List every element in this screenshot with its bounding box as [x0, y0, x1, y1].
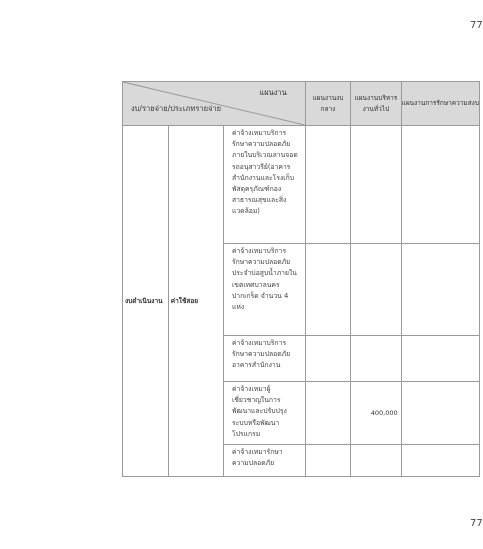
header-plan-label: แผนงาน [259, 88, 287, 97]
item-cell: ค่าจ้างเหมาบริการรักษาความปลอดภัยภายในบริเวณลานจอดรถอนุสาวรีย์(อาคารสำนักงานและโรงเก็บพัสดุครุภัณฑ์กองสาธารณสุขและสิ่งแวดล้อม) [223, 126, 305, 244]
header-admin-plan: แผนงานบริหารงานทั่วไป [351, 82, 401, 126]
header-security-plan: แผนงานการรักษาความสงบ [401, 82, 479, 126]
item-cell: ค่าจ้างเหมารักษาความปลอดภัย [223, 445, 305, 477]
item-cell: ค่าจ้างเหมาบริการรักษาความปลอดภัยประจำบ่อสูบน้ำภายในเขตเทศบาลนครปากเกร็ด จำนวน 4 แห่ง [223, 244, 305, 336]
central-amount-cell [305, 382, 350, 445]
security-amount-cell [401, 445, 479, 477]
central-amount-cell [305, 244, 350, 336]
central-amount-cell [305, 336, 350, 382]
security-amount-cell [401, 126, 479, 244]
category-cell: ค่าใช้สอย [168, 126, 223, 477]
header-central-plan: แผนงานงบกลาง [305, 82, 350, 126]
table-header-row [123, 82, 480, 126]
budget-table [122, 81, 480, 477]
admin-amount-cell [351, 445, 401, 477]
central-amount-cell [305, 445, 350, 477]
table-row [123, 126, 480, 244]
diagonal-header-cell [123, 82, 306, 126]
admin-amount-cell: 400,000 [351, 382, 401, 445]
item-cell: ค่าจ้างเหมาผู้เชี่ยวชาญในการพัฒนาและปรับปรุงระบบหรือพัฒนาโปรแกรม [223, 382, 305, 445]
security-amount-cell [401, 336, 479, 382]
page-number-bottom: 77 [470, 518, 483, 529]
security-amount-cell [401, 244, 479, 336]
security-amount-cell [401, 382, 479, 445]
header-budget-type-label: งบ/รายจ่าย/ประเภทรายจ่าย [131, 104, 222, 114]
admin-amount-cell [351, 336, 401, 382]
admin-amount-cell [351, 126, 401, 244]
central-amount-cell [305, 126, 350, 244]
admin-amount-cell [351, 244, 401, 336]
page-number-top: 77 [470, 20, 483, 31]
item-cell: ค่าจ้างเหมาบริการรักษาความปลอดภัยอาคารสำนักงาน [223, 336, 305, 382]
budget-cell: งบดำเนินงาน [123, 126, 169, 477]
